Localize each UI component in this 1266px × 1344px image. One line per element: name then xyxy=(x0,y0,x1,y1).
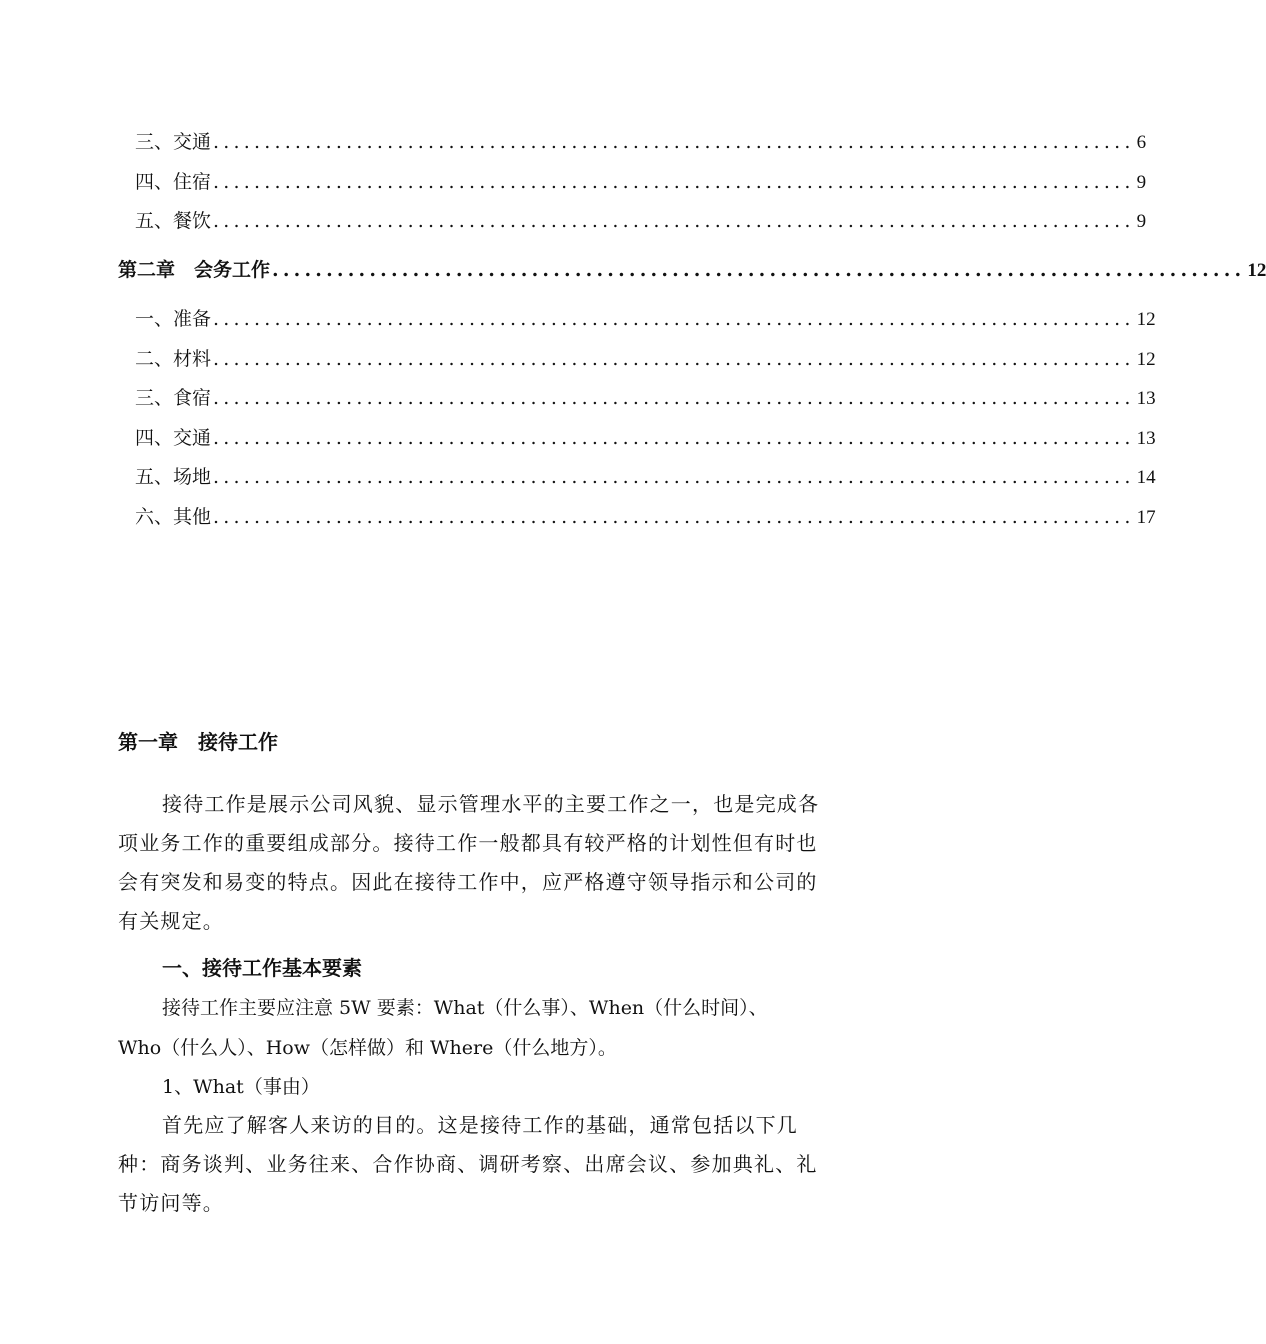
toc-entry-page: 12 xyxy=(1247,260,1266,281)
toc-entry[interactable] xyxy=(135,462,1156,492)
toc-dot-leader: .......................................................................................... xyxy=(213,308,1135,330)
intro-paragraph-text: 接待工作是展示公司风貌、显示管理水平的主要工作之一，也是完成各项业务工作的重要组成部分。接待工作一般都具有较严格的计划性但有时也会有突发和易变的特点。因此在接待工作中，应严格遵守领导指示和公司的有关规定。 xyxy=(118,792,820,933)
toc-dot-leader: .......................................................................................... xyxy=(213,506,1135,528)
section-heading: 一、接待工作基本要素 xyxy=(162,956,362,980)
toc-entry[interactable] xyxy=(135,344,1156,374)
toc-entry[interactable] xyxy=(135,383,1156,413)
toc-entry[interactable] xyxy=(135,502,1156,532)
toc-entry-label: 二、材料 xyxy=(135,348,212,370)
item-heading: 1、What（事由） xyxy=(162,1076,320,1098)
toc-entry-label: 三、食宿 xyxy=(135,387,212,409)
toc-entry-label: 六、其他 xyxy=(135,506,212,528)
toc-entry-label: 一、准备 xyxy=(135,308,212,330)
toc-entry-page: 9 xyxy=(1136,172,1147,193)
toc-dot-leader: .......................................................................................... xyxy=(213,348,1135,370)
toc-chapter-entry[interactable] xyxy=(118,255,1266,285)
toc-entry[interactable] xyxy=(135,167,1147,197)
toc-dot-leader: .......................................................................................... xyxy=(213,427,1135,449)
toc-dot-leader: .......................................................................................... xyxy=(213,210,1135,232)
toc-entry-page: 13 xyxy=(1136,428,1156,449)
toc-entry-label: 五、场地 xyxy=(135,466,212,488)
toc-entry-label: 四、住宿 xyxy=(135,171,212,193)
toc-entry-page: 6 xyxy=(1136,132,1147,153)
intro-paragraph xyxy=(118,785,838,941)
toc-entry-page: 13 xyxy=(1136,388,1156,409)
toc-dot-leader: .......................................................................................... xyxy=(272,259,1246,281)
paragraph-line: 接待工作主要应注意 5W 要素：What（什么事）、When（什么时间）、 xyxy=(162,997,768,1019)
toc-dot-leader: .......................................................................................... xyxy=(213,131,1135,153)
toc-entry-label: 四、交通 xyxy=(135,427,212,449)
item-paragraph-text: 首先应了解客人来访的目的。这是接待工作的基础，通常包括以下几种：商务谈判、业务往来、合作协商、调研考察、出席会议、参加典礼、礼节访问等。 xyxy=(118,1113,818,1215)
toc-entry-label: 三、交通 xyxy=(135,131,212,153)
toc-entry[interactable] xyxy=(135,206,1147,236)
toc-dot-leader: .......................................................................................... xyxy=(213,466,1135,488)
toc-dot-leader: .......................................................................................... xyxy=(213,171,1135,193)
toc-entry-page: 9 xyxy=(1136,211,1147,232)
item-paragraph xyxy=(118,1106,838,1223)
paragraph-line: Who（什么人）、How（怎样做）和 Where（什么地方）。 xyxy=(118,1037,617,1059)
toc-entry-page: 12 xyxy=(1136,349,1156,370)
chapter-title: 第一章 接待工作 xyxy=(118,730,278,754)
toc-entry-page: 14 xyxy=(1136,467,1156,488)
toc-entry[interactable] xyxy=(135,423,1156,453)
toc-entry-label: 第二章 会务工作 xyxy=(118,259,271,281)
toc-entry-label: 五、餐饮 xyxy=(135,210,212,232)
toc-dot-leader: .......................................................................................... xyxy=(213,387,1135,409)
toc-entry[interactable] xyxy=(135,127,1147,157)
toc-entry-page: 17 xyxy=(1136,507,1156,528)
toc-entry[interactable] xyxy=(135,304,1156,334)
toc-entry-page: 12 xyxy=(1136,309,1156,330)
